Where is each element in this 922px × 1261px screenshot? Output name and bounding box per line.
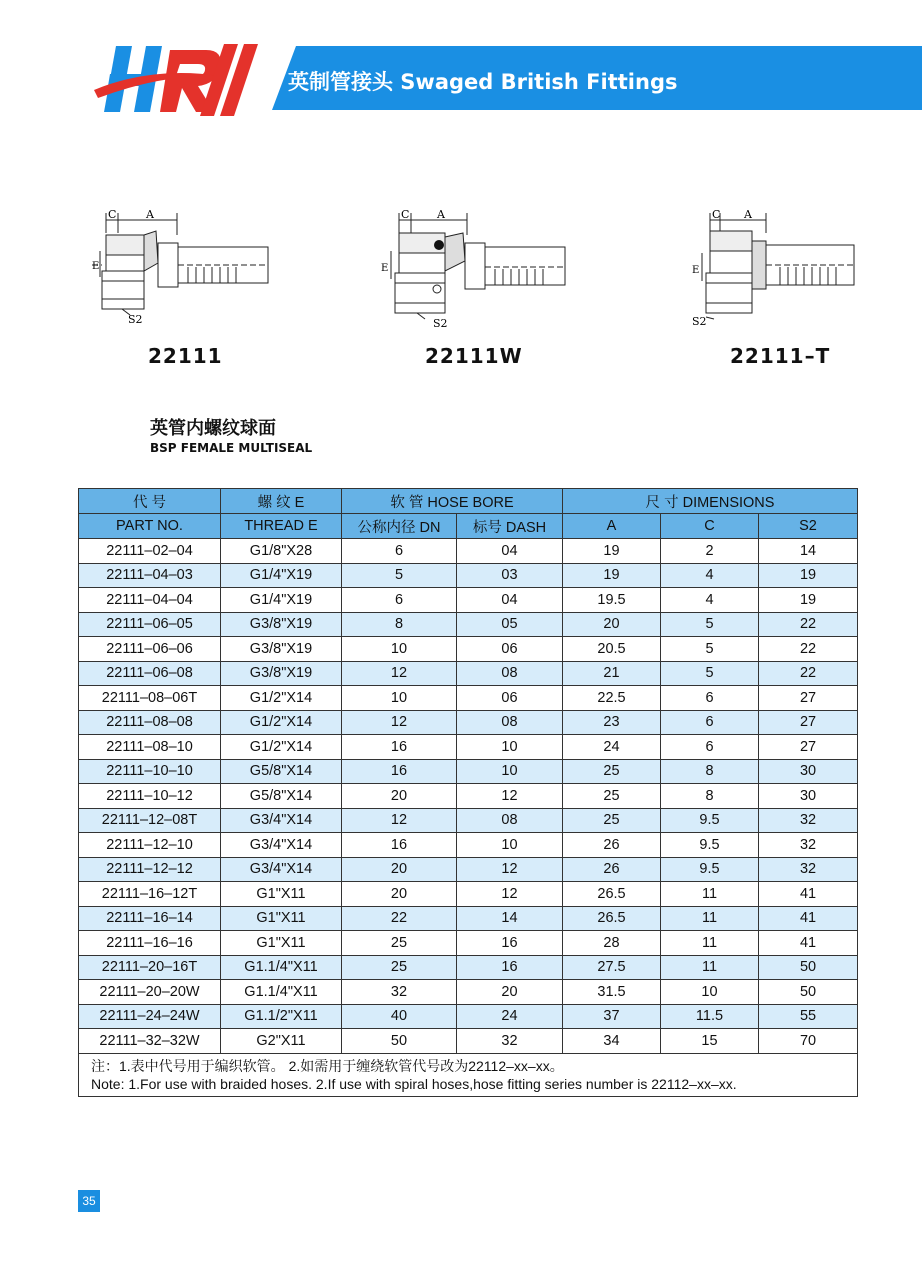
cell-thread-e: G3/4"X14 (221, 833, 342, 858)
table-row (79, 686, 858, 711)
cell-part-no: 22111–20–20W (79, 980, 221, 1005)
cell-dash: 08 (457, 808, 563, 833)
note-en: Note: 1.For use with braided hoses. 2.If use with spiral hoses,hose fitting series number is 22112–xx–xx. (91, 1075, 737, 1092)
cell-thread-e: G2"X11 (221, 1029, 342, 1054)
cell-c: 11 (661, 882, 759, 907)
cell-part-no: 22111–06–06 (79, 637, 221, 662)
dim-label-s2: S2 (433, 317, 448, 330)
cell-s2: 19 (759, 588, 858, 613)
cell-dn: 40 (342, 1004, 457, 1029)
cell-thread-e: G1/4"X19 (221, 563, 342, 588)
cell-dn: 50 (342, 1029, 457, 1054)
cell-a: 26.5 (563, 906, 661, 931)
cell-part-no: 22111–12–10 (79, 833, 221, 858)
cell-dash: 12 (457, 784, 563, 809)
cell-thread-e: G3/4"X14 (221, 808, 342, 833)
cell-dash: 24 (457, 1004, 563, 1029)
cell-dn: 6 (342, 539, 457, 564)
fitting-drawing-22111W (377, 205, 577, 330)
header-a: A (563, 514, 661, 539)
cell-dash: 10 (457, 833, 563, 858)
model-label-22111W: 22111W (425, 344, 523, 368)
cell-part-no: 22111–02–04 (79, 539, 221, 564)
cell-s2: 41 (759, 882, 858, 907)
cell-thread-e: G3/8"X19 (221, 661, 342, 686)
cell-a: 27.5 (563, 955, 661, 980)
dim-label-c: C (108, 208, 117, 221)
cell-thread-e: G1.1/2"X11 (221, 1004, 342, 1029)
table-row (79, 735, 858, 760)
cell-c: 5 (661, 637, 759, 662)
cell-s2: 30 (759, 784, 858, 809)
table-row (79, 833, 858, 858)
cell-thread-e: G1.1/4"X11 (221, 955, 342, 980)
cell-dn: 6 (342, 588, 457, 613)
table-row (79, 906, 858, 931)
cell-dn: 12 (342, 808, 457, 833)
page-number: 35 (78, 1190, 100, 1212)
fitting-drawing-22111-T (690, 205, 860, 330)
cell-c: 15 (661, 1029, 759, 1054)
cell-thread-e: G3/8"X19 (221, 637, 342, 662)
cell-a: 19 (563, 563, 661, 588)
cell-a: 31.5 (563, 980, 661, 1005)
cell-dn: 10 (342, 686, 457, 711)
cell-c: 8 (661, 759, 759, 784)
dim-label-e: E (92, 261, 100, 272)
cell-dn: 25 (342, 955, 457, 980)
cell-c: 2 (661, 539, 759, 564)
cell-dn: 8 (342, 612, 457, 637)
cell-dash: 12 (457, 857, 563, 882)
header-s2: S2 (759, 514, 858, 539)
cell-c: 9.5 (661, 833, 759, 858)
cell-c: 10 (661, 980, 759, 1005)
cell-dn: 20 (342, 882, 457, 907)
cell-a: 21 (563, 661, 661, 686)
cell-s2: 27 (759, 710, 858, 735)
cell-c: 6 (661, 735, 759, 760)
table-row (79, 563, 858, 588)
dim-label-c: C (401, 208, 410, 221)
cell-thread-e: G1/2"X14 (221, 686, 342, 711)
cell-c: 9.5 (661, 808, 759, 833)
cell-thread-e: G3/8"X19 (221, 612, 342, 637)
cell-s2: 41 (759, 931, 858, 956)
dim-label-e: E (692, 265, 700, 276)
company-logo (92, 40, 272, 120)
table-row (79, 539, 858, 564)
page-title: 英制管接头 Swaged British Fittings (288, 70, 678, 94)
cell-thread-e: G1/2"X14 (221, 735, 342, 760)
dim-label-c: C (712, 208, 721, 221)
cell-dash: 20 (457, 980, 563, 1005)
table-header-row-2 (79, 514, 858, 539)
spec-table (78, 488, 858, 1097)
cell-dash: 04 (457, 588, 563, 613)
cell-s2: 30 (759, 759, 858, 784)
cell-s2: 19 (759, 563, 858, 588)
cell-c: 5 (661, 612, 759, 637)
cell-part-no: 22111–04–03 (79, 563, 221, 588)
cell-a: 19.5 (563, 588, 661, 613)
cell-s2: 32 (759, 833, 858, 858)
model-label-22111: 22111 (148, 344, 223, 368)
dim-label-a: A (437, 208, 445, 221)
section-title-cn: 英管内螺纹球面 (150, 418, 276, 439)
cell-part-no: 22111–04–04 (79, 588, 221, 613)
cell-dn: 10 (342, 637, 457, 662)
table-row (79, 955, 858, 980)
cell-a: 23 (563, 710, 661, 735)
cell-dash: 12 (457, 882, 563, 907)
cell-c: 6 (661, 686, 759, 711)
cell-part-no: 22111–10–12 (79, 784, 221, 809)
cell-thread-e: G3/4"X14 (221, 857, 342, 882)
cell-dn: 12 (342, 661, 457, 686)
dim-label-a: A (744, 208, 752, 221)
cell-dn: 5 (342, 563, 457, 588)
cell-s2: 50 (759, 980, 858, 1005)
cell-dash: 05 (457, 612, 563, 637)
dim-label-a: A (146, 208, 154, 221)
cell-thread-e: G1"X11 (221, 931, 342, 956)
cell-dn: 22 (342, 906, 457, 931)
cell-a: 25 (563, 759, 661, 784)
table-row (79, 931, 858, 956)
cell-part-no: 22111–20–16T (79, 955, 221, 980)
table-row (79, 710, 858, 735)
table-row (79, 882, 858, 907)
cell-part-no: 22111–06–05 (79, 612, 221, 637)
cell-s2: 55 (759, 1004, 858, 1029)
cell-a: 34 (563, 1029, 661, 1054)
table-row (79, 588, 858, 613)
cell-part-no: 22111–16–16 (79, 931, 221, 956)
cell-thread-e: G1/2"X14 (221, 710, 342, 735)
table-row (79, 784, 858, 809)
cell-dash: 16 (457, 955, 563, 980)
cell-dash: 10 (457, 759, 563, 784)
cell-part-no: 22111–08–10 (79, 735, 221, 760)
header-dash: 标号 DASH (457, 514, 563, 539)
cell-s2: 22 (759, 637, 858, 662)
cell-dn: 32 (342, 980, 457, 1005)
cell-dash: 08 (457, 710, 563, 735)
cell-a: 24 (563, 735, 661, 760)
cell-a: 26.5 (563, 882, 661, 907)
header-code: 代 号 (79, 489, 221, 514)
cell-part-no: 22111–12–12 (79, 857, 221, 882)
cell-s2: 27 (759, 735, 858, 760)
cell-s2: 50 (759, 955, 858, 980)
cell-dash: 32 (457, 1029, 563, 1054)
cell-thread-e: G1"X11 (221, 906, 342, 931)
note-cn: 注：1.表中代号用于编织软管。 2.如需用于缠绕软管代号改为22112–xx–xx。 (91, 1057, 564, 1074)
cell-dn: 12 (342, 710, 457, 735)
cell-dash: 14 (457, 906, 563, 931)
header-thread-e: THREAD E (221, 514, 342, 539)
cell-part-no: 22111–16–14 (79, 906, 221, 931)
cell-a: 20.5 (563, 637, 661, 662)
fitting-drawing-22111 (92, 205, 282, 330)
cell-part-no: 22111–08–08 (79, 710, 221, 735)
table-row (79, 808, 858, 833)
header-hose-bore: 软 管 HOSE BORE (342, 489, 563, 514)
header-c: C (661, 514, 759, 539)
header-dimensions: 尺 寸 DIMENSIONS (563, 489, 858, 514)
cell-dash: 08 (457, 661, 563, 686)
cell-dn: 20 (342, 857, 457, 882)
cell-s2: 70 (759, 1029, 858, 1054)
cell-dn: 25 (342, 931, 457, 956)
cell-thread-e: G1"X11 (221, 882, 342, 907)
dim-label-s2: S2 (692, 315, 707, 328)
cell-dash: 06 (457, 637, 563, 662)
cell-part-no: 22111–24–24W (79, 1004, 221, 1029)
cell-dash: 04 (457, 539, 563, 564)
cell-thread-e: G1.1/4"X11 (221, 980, 342, 1005)
cell-a: 25 (563, 784, 661, 809)
table-row (79, 759, 858, 784)
table-note-row (79, 1053, 858, 1096)
cell-s2: 32 (759, 857, 858, 882)
header-part-no: PART NO. (79, 514, 221, 539)
cell-c: 6 (661, 710, 759, 735)
cell-thread-e: G5/8"X14 (221, 759, 342, 784)
cell-a: 26 (563, 857, 661, 882)
table-row (79, 1029, 858, 1054)
table-row (79, 612, 858, 637)
model-label-22111-T: 22111–T (730, 344, 831, 368)
cell-s2: 14 (759, 539, 858, 564)
cell-s2: 27 (759, 686, 858, 711)
table-header-row-1 (79, 489, 858, 514)
table-row (79, 857, 858, 882)
cell-c: 9.5 (661, 857, 759, 882)
cell-a: 37 (563, 1004, 661, 1029)
cell-s2: 41 (759, 906, 858, 931)
cell-c: 4 (661, 563, 759, 588)
cell-c: 11 (661, 906, 759, 931)
cell-dash: 10 (457, 735, 563, 760)
cell-dn: 16 (342, 759, 457, 784)
cell-c: 4 (661, 588, 759, 613)
cell-thread-e: G5/8"X14 (221, 784, 342, 809)
cell-dash: 03 (457, 563, 563, 588)
header-thread: 螺 纹 E (221, 489, 342, 514)
cell-c: 8 (661, 784, 759, 809)
header-dn: 公称内径 DN (342, 514, 457, 539)
cell-c: 11 (661, 955, 759, 980)
cell-s2: 22 (759, 612, 858, 637)
cell-part-no: 22111–06–08 (79, 661, 221, 686)
table-row (79, 637, 858, 662)
table-row (79, 661, 858, 686)
cell-part-no: 22111–12–08T (79, 808, 221, 833)
section-title-en: BSP FEMALE MULTISEAL (150, 441, 313, 455)
cell-a: 20 (563, 612, 661, 637)
cell-a: 19 (563, 539, 661, 564)
cell-a: 25 (563, 808, 661, 833)
cell-s2: 22 (759, 661, 858, 686)
cell-c: 5 (661, 661, 759, 686)
table-row (79, 1004, 858, 1029)
cell-s2: 32 (759, 808, 858, 833)
cell-part-no: 22111–16–12T (79, 882, 221, 907)
cell-a: 26 (563, 833, 661, 858)
cell-a: 28 (563, 931, 661, 956)
cell-dn: 16 (342, 833, 457, 858)
cell-part-no: 22111–10–10 (79, 759, 221, 784)
dim-label-e: E (381, 263, 389, 274)
cell-thread-e: G1/8"X28 (221, 539, 342, 564)
cell-c: 11.5 (661, 1004, 759, 1029)
cell-part-no: 22111–32–32W (79, 1029, 221, 1054)
dim-label-s2: S2 (128, 313, 143, 326)
cell-c: 11 (661, 931, 759, 956)
cell-a: 22.5 (563, 686, 661, 711)
table-row (79, 980, 858, 1005)
cell-dash: 06 (457, 686, 563, 711)
cell-dn: 16 (342, 735, 457, 760)
cell-thread-e: G1/4"X19 (221, 588, 342, 613)
cell-dash: 16 (457, 931, 563, 956)
cell-part-no: 22111–08–06T (79, 686, 221, 711)
cell-dn: 20 (342, 784, 457, 809)
